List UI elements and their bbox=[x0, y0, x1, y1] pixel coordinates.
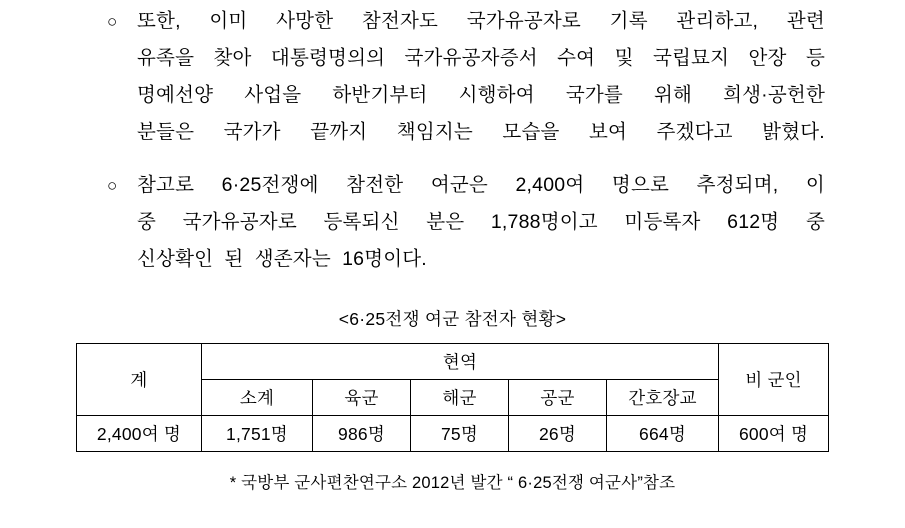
text-line: 참고로 6·25전쟁에 참전한 여군은 2,400여 명으로 추정되며, 이 bbox=[137, 174, 825, 196]
table-container bbox=[0, 343, 905, 452]
table-header-army: 육군 bbox=[312, 380, 410, 416]
table-footnote: * 국방부 군사편찬연구소 2012년 발간 “ 6·25전쟁 여군사”참조 bbox=[229, 474, 676, 492]
table-cell-airforce: 26명 bbox=[508, 416, 606, 452]
table-row bbox=[76, 416, 828, 452]
table-header-nurse-officer: 간호장교 bbox=[606, 380, 718, 416]
table-cell-navy: 75명 bbox=[410, 416, 508, 452]
table-header-subtotal: 소계 bbox=[201, 380, 312, 416]
table-header-non-military: 비 군인 bbox=[719, 344, 829, 416]
table-cell-non-military: 600여 명 bbox=[719, 416, 829, 452]
table-cell-total: 2,400여 명 bbox=[76, 416, 201, 452]
paragraph-block bbox=[0, 3, 905, 151]
text-line: 중 국가유공자로 등록되신 분은 1,788명이고 미등록자 612명 중 bbox=[137, 211, 825, 233]
table-header-airforce: 공군 bbox=[508, 380, 606, 416]
text-line: 또한, 이미 사망한 참전자도 국가유공자로 기록 관리하고, 관련 bbox=[137, 10, 825, 32]
text-line: 유족을 찾아 대통령명의의 국가유공자증서 수여 및 국립묘지 안장 등 bbox=[137, 47, 825, 69]
table-cell-subtotal: 1,751명 bbox=[201, 416, 312, 452]
paragraph-block bbox=[0, 167, 905, 278]
female-veterans-table bbox=[76, 343, 829, 452]
table-caption: <6·25전쟁 여군 참전자 현황> bbox=[338, 309, 567, 329]
text-line: 신상확인 된 생존자는 16명이다. bbox=[137, 248, 427, 270]
table-header-navy: 해군 bbox=[410, 380, 508, 416]
table-cell-nurse-officer: 664명 bbox=[606, 416, 718, 452]
text-line: 명예선양 사업을 하반기부터 시행하여 국가를 위해 희생·공헌한 bbox=[137, 84, 825, 106]
table-row bbox=[76, 344, 828, 380]
table-header-active-duty: 현역 bbox=[201, 344, 718, 380]
bullet-marker: ○ bbox=[107, 176, 118, 195]
paragraph-text bbox=[137, 3, 905, 151]
table-cell-army: 986명 bbox=[312, 416, 410, 452]
table-header-total: 계 bbox=[76, 344, 201, 416]
document-page bbox=[0, 3, 905, 528]
bullet-marker: ○ bbox=[107, 12, 118, 31]
paragraph-text bbox=[137, 167, 905, 278]
text-line: 분들은 국가가 끝까지 책임지는 모습을 보여 주겠다고 밝혔다. bbox=[137, 121, 825, 143]
